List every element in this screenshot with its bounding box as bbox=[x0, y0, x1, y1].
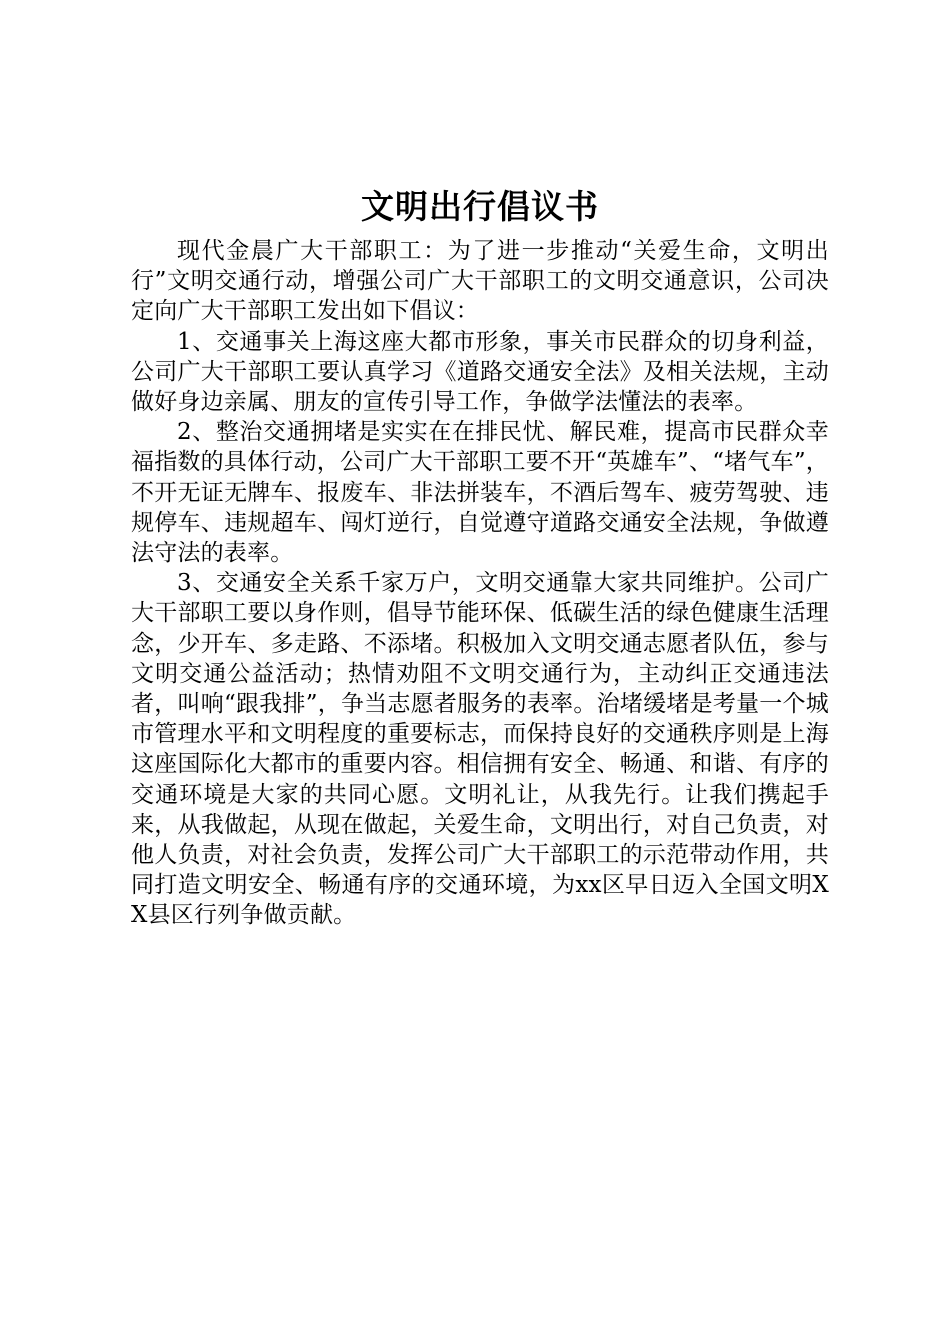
paragraph-item-3: 3、交通安全关系千家万户，文明交通靠大家共同维护。公司广大干部职工要以身作则，倡导节能环保、低碳生活的绿色健康生活理念，少开车、多走路、不添堵。积极加入文明交通志愿者队伍，参与文明交通公益活动；热情劝阻不文明交通行为，主动纠正交通违法者，叫响“跟我排”，争当志愿者服务的表率。治堵缓堵是考量一个城市管理水平和文明程度的重要标志，而保持良好的交通秩序则是上海这座国际化大都市的重要内容。相信拥有安全、畅通、和谐、有序的交通环境是大家的共同心愿。文明礼让，从我先行。让我们携起手来，从我做起，从现在做起，关爱生命，文明出行，对自己负责，对他人负责，对社会负责，发挥公司广大干部职工的示范带动作用，共同打造文明安全、畅通有序的交通环境，为xx区早日迈入全国文明XX县区行列争做贡献。 bbox=[131, 570, 829, 929]
paragraph-greeting: 现代金晨广大干部职工：为了进一步推动“关爱生命，文明出行”文明交通行动，增强公司广大干部职工的文明交通意识，公司决定向广大干部职工发出如下倡议： bbox=[131, 238, 829, 325]
document-title: 文明出行倡议书 bbox=[361, 187, 599, 226]
document-page bbox=[131, 180, 829, 931]
paragraph-item-2: 2、整治交通拥堵是实实在在排民忧、解民难，提高市民群众幸福指数的具体行动，公司广大干部职工要不开“英雄车”、“堵气车”，不开无证无牌车、报废车、非法拼装车，不酒后驾车、疲劳驾驶、违规停车、违规超车、闯灯逆行，自觉遵守道路交通安全法规，争做遵法守法的表率。 bbox=[131, 419, 829, 567]
paragraph-item-1: 1、交通事关上海这座大都市形象，事关市民群众的切身利益，公司广大干部职工要认真学习《道路交通安全法》及相关法规，主动做好身边亲属、朋友的宣传引导工作，争做学法懂法的表率。 bbox=[131, 328, 829, 416]
